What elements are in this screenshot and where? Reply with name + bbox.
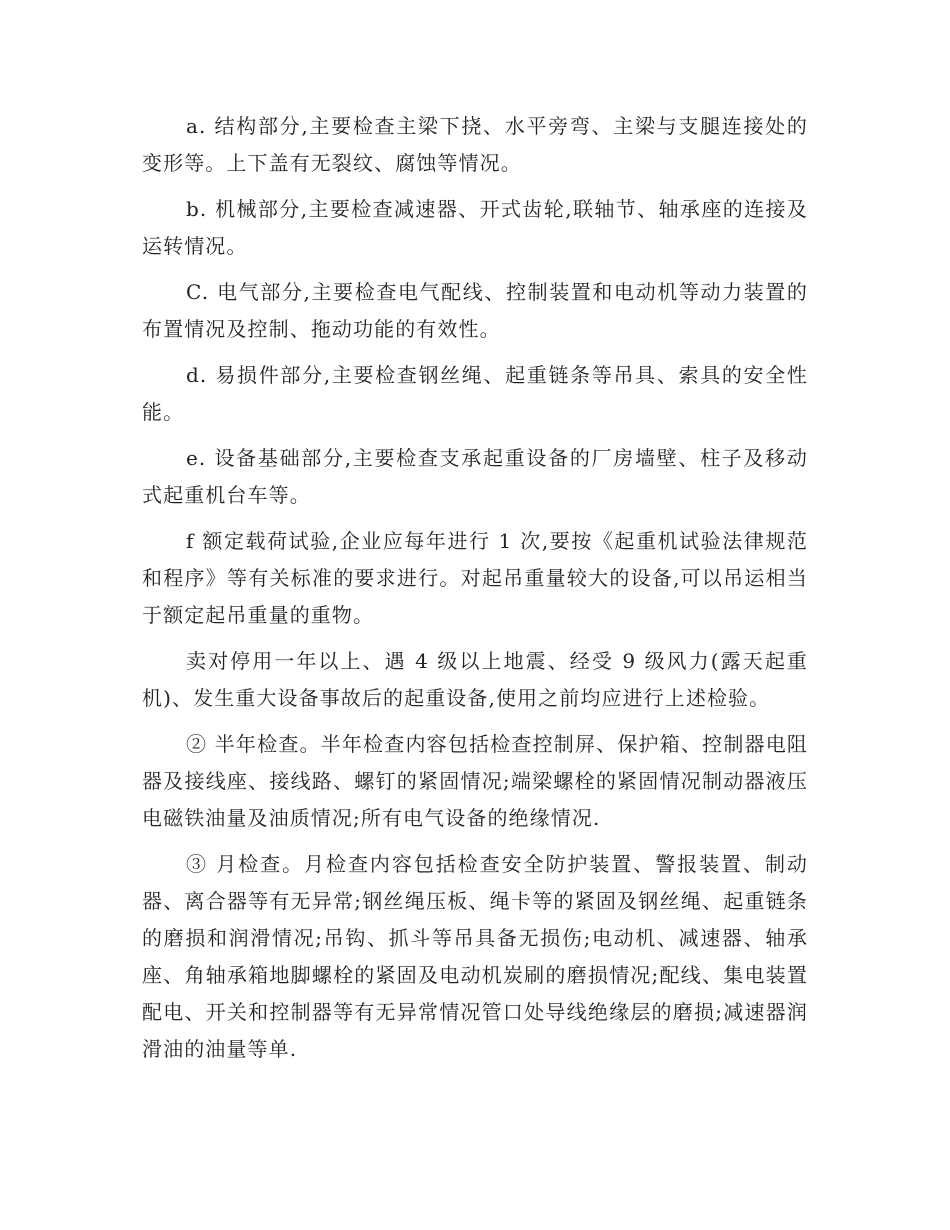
document-body	[142, 108, 808, 1068]
paragraph-structure-inspection: a. 结构部分,主要检查主梁下挠、水平旁弯、主梁与支腿连接处的变形等。上下盖有无裂纹、腐蚀等情况。	[142, 114, 808, 175]
paragraph-semiannual-check: ② 半年检查。半年检查内容包括检查控制屏、保护箱、控制器电阻器及接线座、接线路、螺钉的紧固情况;端梁螺栓的紧固情况制动器液压电磁铁油量及油质情况;所有电气设备的绝缘情况.	[142, 732, 808, 830]
paragraph-electrical-inspection: C. 电气部分,主要检查电气配线、控制装置和电动机等动力装置的布置情况及控制、拖动功能的有效性。	[142, 280, 808, 341]
paragraph-special-conditions: 卖对停用一年以上、遇 4 级以上地震、经受 9 级风力(露天起重机)、发生重大设备事故后的起重设备,使用之前均应进行上述检验。	[142, 649, 808, 710]
paragraph-rated-load-test: f 额定载荷试验,企业应每年进行 1 次,要按《起重机试验法律规范和程序》等有关标准的要求进行。对起吊重量较大的设备,可以吊运相当于额定起吊重量的重物。	[142, 529, 808, 627]
paragraph-wear-parts-inspection: d. 易损件部分,主要检查钢丝绳、起重链条等吊具、索具的安全性能。	[142, 363, 808, 424]
paragraph-mechanical-inspection: b. 机械部分,主要检查减速器、开式齿轮,联轴节、轴承座的连接及运转情况。	[142, 197, 808, 258]
paragraph-foundation-inspection: e. 设备基础部分,主要检查支承起重设备的厂房墙壁、柱子及移动式起重机台车等。	[142, 446, 808, 507]
paragraph-monthly-check: ③ 月检查。月检查内容包括检查安全防护装置、警报装置、制动器、离合器等有无异常;钢丝绳压板、绳卡等的紧固及钢丝绳、起重链条的磨损和润滑情况;吊钩、抓斗等吊具备无损伤;电动机、减速器、轴承座、角轴承箱地脚螺栓的紧固及电动机炭刷的磨损情况;配线、集电装置配电、开关和控制器等有无异常情况管口处导线绝缘层的磨损;减速器润滑油的油量等单.	[142, 852, 808, 1061]
